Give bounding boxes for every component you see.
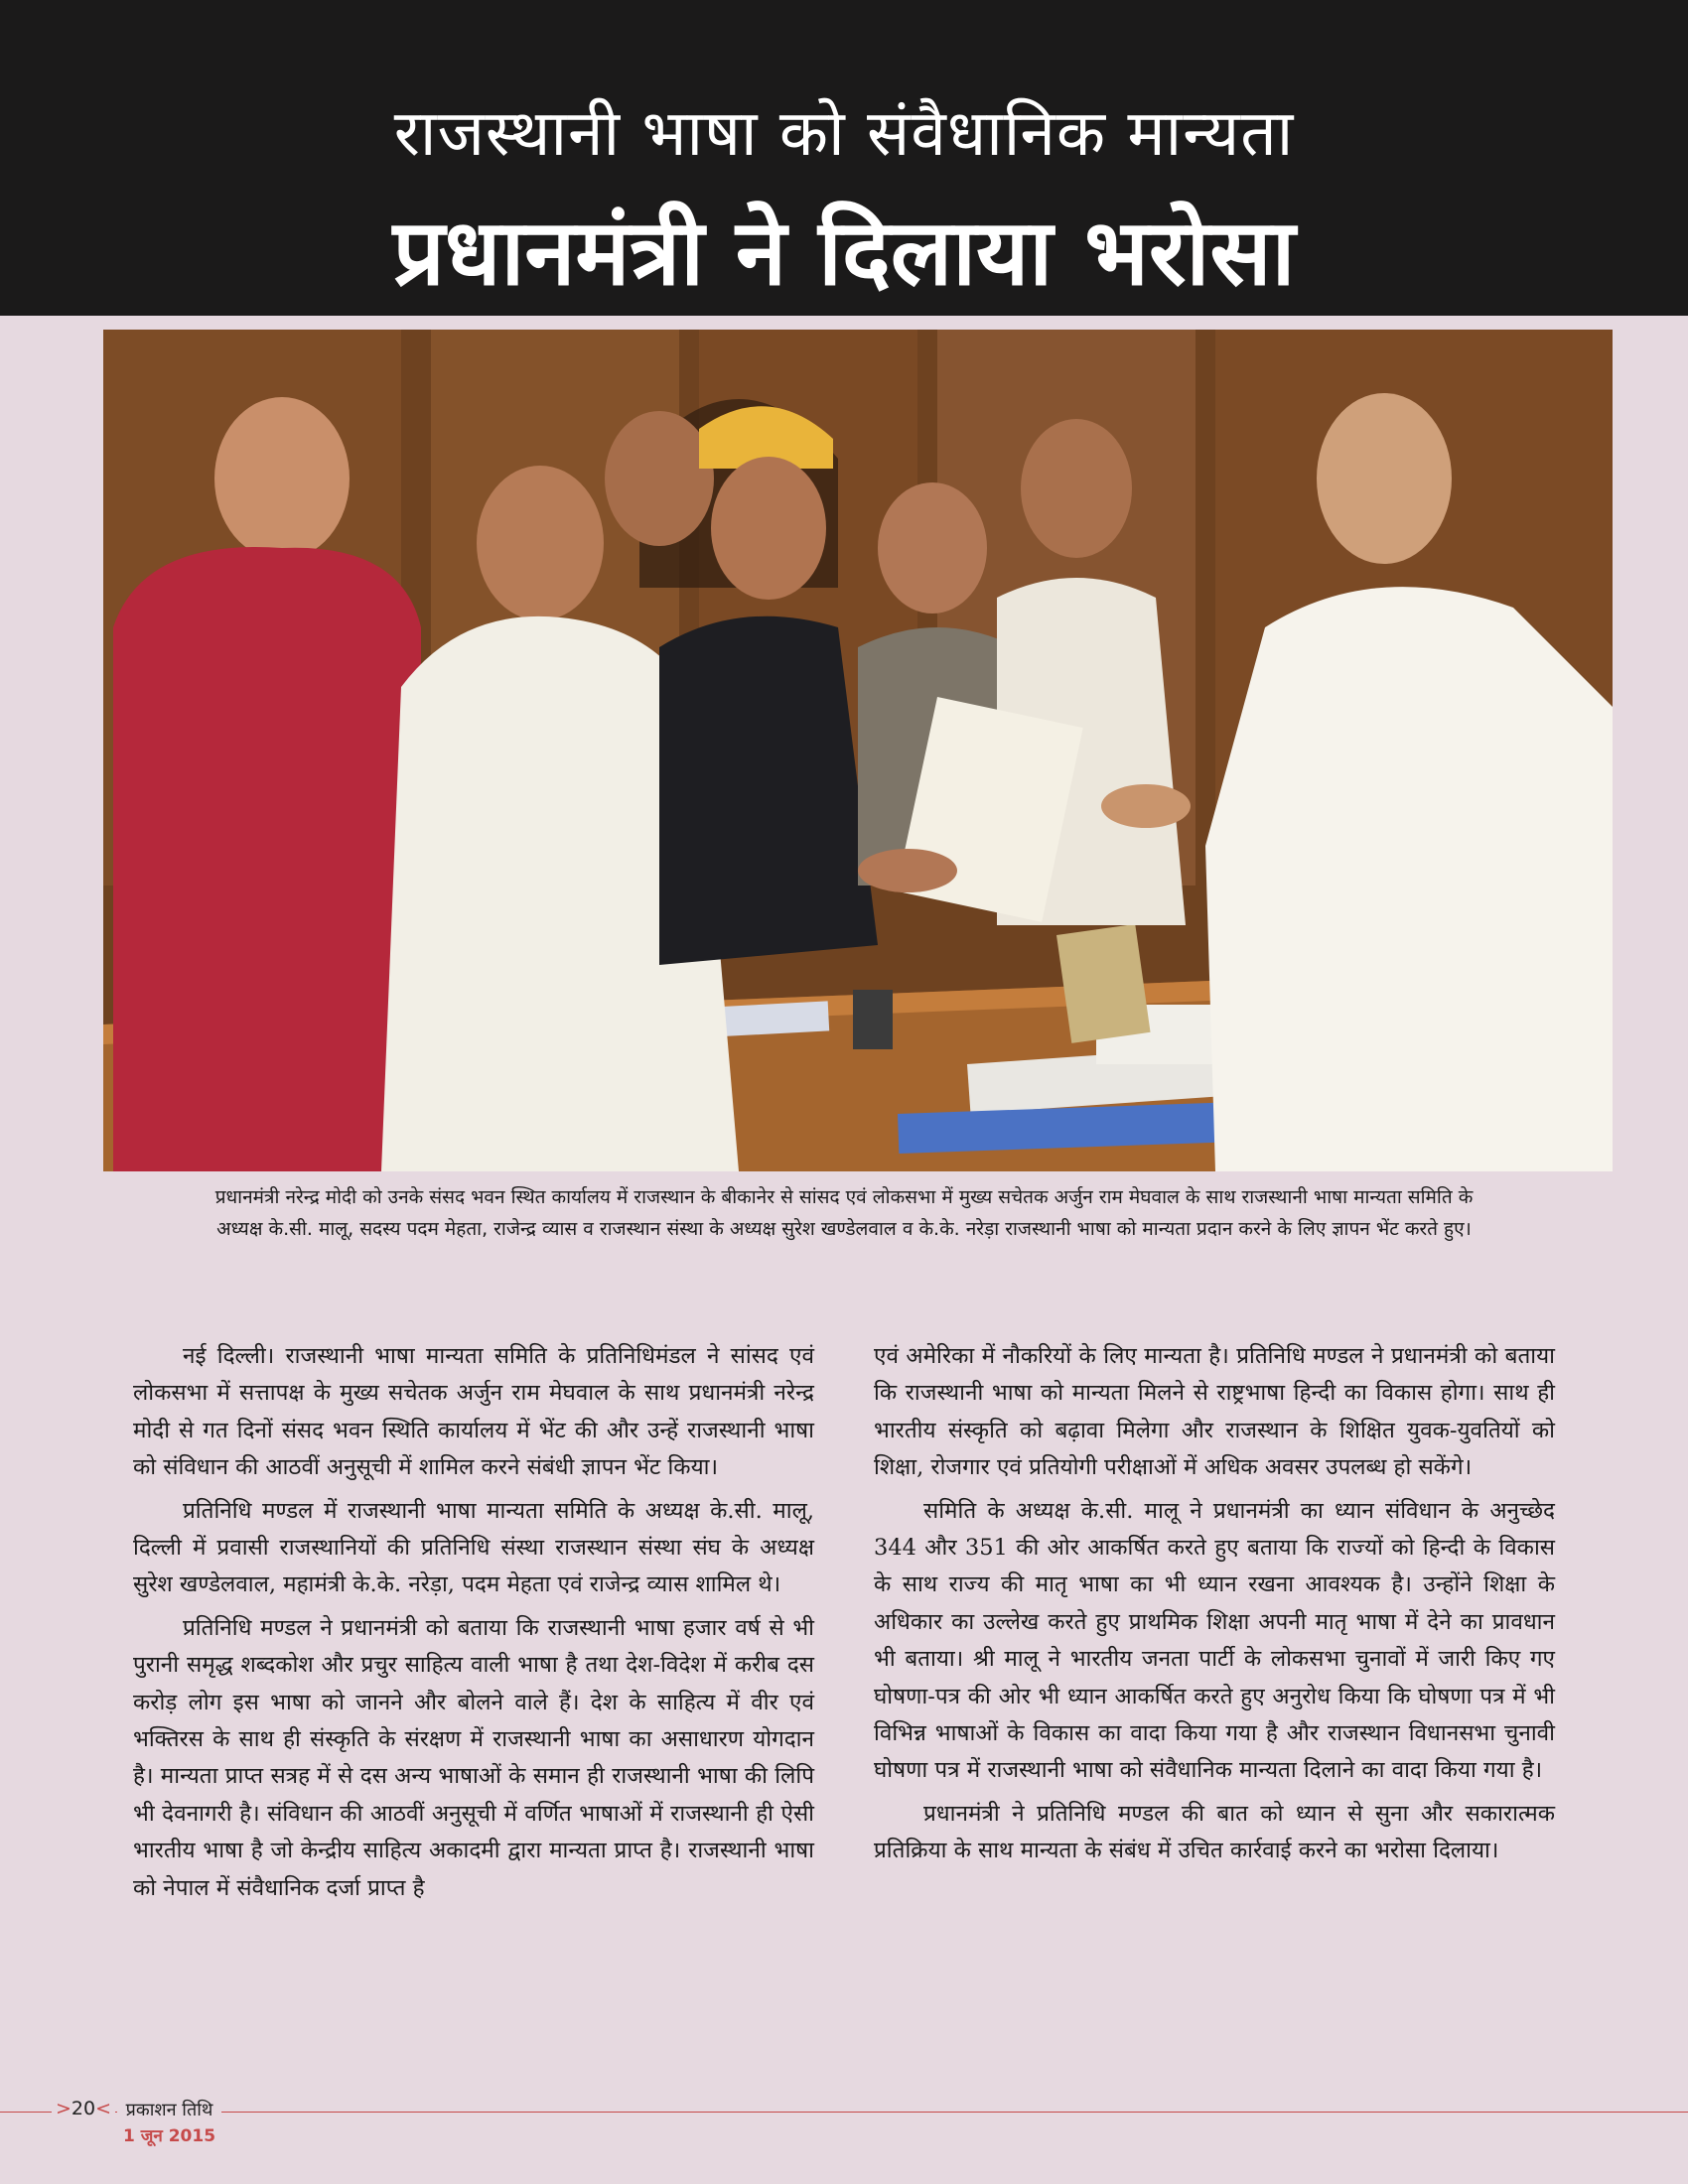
main-headline: प्रधानमंत्री ने दिलाया भरोसा xyxy=(392,200,1296,306)
publication-date: 1 जून 2015 xyxy=(123,2126,216,2146)
page-number xyxy=(52,2098,115,2125)
publication-label: प्रकाशन तिथि xyxy=(125,2100,213,2120)
news-photo xyxy=(103,330,1613,1171)
article-paragraph: प्रधानमंत्री ने प्रतिनिधि मण्डल की बात को ध्यान से सुना और सकारात्मक प्रतिक्रिया के साथ मान्यता के संबंध में उचित कार्रवाई करने का भरोसा दिलाया। xyxy=(874,1800,1555,1864)
photo-caption: प्रधानमंत्री नरेन्द्र मोदी को उनके संसद भवन स्थित कार्यालय में राजस्थान के बीकानेर से सांसद एवं लोकसभा में मुख्य सचेतक अर्जुन राम मेघवाल के साथ राजस्थानी भाषा मान्यता समिति के अध्यक्ष के.सी. मालू, सदस्य पदम मेहता, राजेन्द्र व्यास व राजस्थान संस्था के अध्यक्ष सुरेश खण्डेलवाल व के.के. नरेड़ा राजस्थानी भाषा को मान्यता प्रदान करने के लिए ज्ञापन भेंट करते हुए। xyxy=(214,1186,1474,1240)
article-paragraph: प्रतिनिधि मण्डल में राजस्थानी भाषा मान्यता समिति के अध्यक्ष के.सी. मालू, दिल्ली में प्रवासी राजस्थानियों की प्रतिनिधि संस्था राजस्थान संस्था संघ के अध्यक्ष सुरेश खण्डेलवाल, महामंत्री के.के. नरेड़ा, पदम मेहता एवं राजेन्द्र व्यास शामिल थे। xyxy=(133,1497,814,1598)
page-number-value: 20 xyxy=(70,2098,96,2119)
article-column-left xyxy=(133,1338,814,1913)
chevron-left-icon: < xyxy=(95,2098,112,2119)
article-column-right xyxy=(874,1338,1555,1876)
article-paragraph: एवं अमेरिका में नौकरियों के लिए मान्यता है। प्रतिनिधि मण्डल ने प्रधानमंत्री को बताया कि राजस्थानी भाषा को मान्यता मिलने से राष्ट्रभाषा हिन्दी का विकास होगा। साथ ही भारतीय संस्कृति को बढ़ावा मिलेगा और राजस्थान के शिक्षित युवक-युवतियों को शिक्षा, रोजगार एवं प्रतियोगी परीक्षाओं में अधिक अवसर उपलब्ध हो सकेंगे। xyxy=(874,1343,1555,1481)
chevron-right-icon: > xyxy=(56,2098,71,2119)
footer-rule xyxy=(0,2112,1688,2113)
article-paragraph: प्रतिनिधि मण्डल ने प्रधानमंत्री को बताया कि राजस्थानी भाषा हजार वर्ष से भी पुरानी समृद्ध शब्दकोश और प्रचुर साहित्य वाली भाषा है तथा देश-विदेश में करीब दस करोड़ लोग इस भाषा को जानने और बोलने वाले हैं। देश के साहित्य में वीर एवं भक्तिरस के साथ ही संस्कृति के संरक्षण में राजस्थानी भाषा का असाधारण योगदान है। मान्यता प्राप्त सत्रह में से दस अन्य भाषाओं के समान ही राजस्थानी भाषा की लिपि भी देवनागरी है। संविधान की आठवीं अनुसूची में वर्णित भाषाओं में राजस्थानी ही ऐसी भारतीय भाषा है जो केन्द्रीय साहित्य अकादमी द्वारा मान्यता प्राप्त है। राजस्थानी भाषा को नेपाल में संवैधानिक दर्जा प्राप्त है xyxy=(133,1614,814,1901)
headline-banner xyxy=(0,0,1688,316)
page-footer xyxy=(0,2098,1688,2184)
publication-info xyxy=(117,2098,221,2149)
article-paragraph: समिति के अध्यक्ष के.सी. मालू ने प्रधानमंत्री का ध्यान संविधान के अनुच्छेद 344 और 351 की ओर आकर्षित करते हुए बताया कि राज्यों को हिन्दी के विकास के साथ राज्य की मातृ भाषा का भी ध्यान रखना आवश्यक है। उन्होंने शिक्षा के अधिकार का उल्लेख करते हुए प्राथमिक शिक्षा अपनी मातृ भाषा में देने का प्रावधान भी बताया। श्री मालू ने भारतीय जनता पार्टी के लोकसभा चुनावों में जारी किए गए घोषणा-पत्र की ओर भी ध्यान आकर्षित करते हुए अनुरोध किया कि घोषणा पत्र में भी विभिन्न भाषाओं के विकास का वादा किया गया है और राजस्थान विधानसभा चुनावी घोषणा पत्र में राजस्थानी भाषा को संवैधानिक मान्यता दिलाने का वादा किया गया है। xyxy=(874,1497,1555,1784)
article-paragraph: नई दिल्ली। राजस्थानी भाषा मान्यता समिति के प्रतिनिधिमंडल ने सांसद एवं लोकसभा में सत्तापक्ष के मुख्य सचेतक अर्जुन राम मेघवाल के साथ प्रधानमंत्री नरेन्द्र मोदी से गत दिनों संसद भवन स्थिति कार्यालय में भेंट की और उन्हें राजस्थानी भाषा को संविधान की आठवीं अनुसूची में शामिल करने संबंधी ज्ञापन भेंट किया। xyxy=(133,1343,814,1481)
kicker-title: राजस्थानी भाषा को संवैधानिक मान्यता xyxy=(393,97,1295,171)
